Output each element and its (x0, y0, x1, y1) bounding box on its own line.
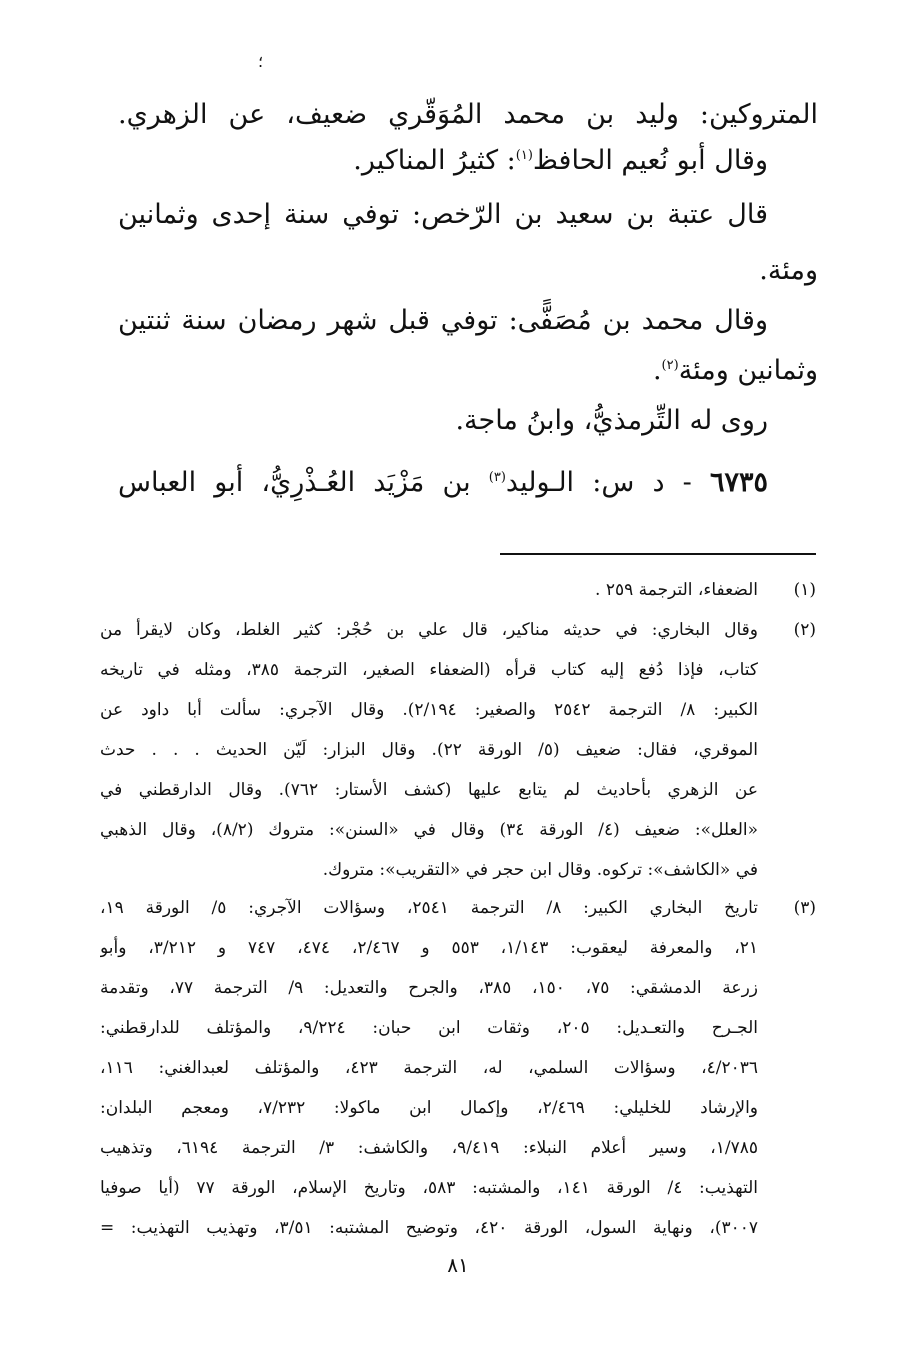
footnote-number: (٣) (793, 898, 816, 918)
page-number: ٨١ (447, 1253, 469, 1277)
footnote-line: عن الزهري بأحاديث لم يتابع عليها (كشف الأستار: ٧٦٢). وقال الدارقطني في (100, 780, 758, 800)
main-line-2-rest: : كثيرُ المناكير. (353, 145, 516, 176)
footnote-line: في «الكاشف»: تركوه. وقال ابن حجر في «التقريب»: متروك. (322, 860, 758, 880)
footnote-line: كتاب، فإذا دُفع إليه كتاب قرأه (الضعفاء الصغير، الترجمة ٣٨٥، ومثله في تاريخه (100, 660, 758, 680)
main-line-6-text: وثمانين ومئة (678, 355, 818, 386)
footnote-text (100, 610, 758, 890)
footnote-ref-2: (٢) (661, 358, 679, 373)
footnote-line: والإرشاد للخليلي: ٢/٤٦٩، وإكمال ابن ماكولا: ٧/٢٣٢، ومعجم البلدان: (100, 1098, 758, 1118)
main-line-1: المتروكين: وليد بن محمد المُوَقّري ضعيف، عن الزهري. (118, 99, 818, 130)
footnote-line: ٢١، والمعرفة ليعقوب: ١/١٤٣، ٥٥٣ و ٢/٤٦٧، ٤٧٤، ٧٤٧ و ٣/٢١٢، وأبو (100, 938, 758, 958)
footnote-line: ٣٠٠٧)، ونهاية السول، الورقة ٤٢٠، وتوضيح المشتبه: ٣/٥١، وتهذيب التهذيب: = (100, 1218, 758, 1238)
footnote-line: «العلل»: ضعيف (٤/ الورقة ٣٤) وقال في «السنن»: متروك (٨/٢)، وقال الذهبي (100, 820, 758, 840)
header-mark: ؛ (258, 52, 264, 71)
footnote-text (100, 570, 758, 610)
footnote-line: التهذيب: ٤/ الورقة ١٤١، والمشتبه: ٥٨٣، وتاريخ الإسلام، الورقة ٧٧ (أيا صوفيا (100, 1178, 758, 1198)
footnote-ref-3: (٣) (488, 470, 506, 485)
entry-number: ٦٧٣٥ (709, 467, 768, 498)
footnote-line: ٤/٢٠٣٦، وسؤالات السلمي، له، الترجمة ٤٢٣، والمؤتلف لعبدالغني: ١١٦، (100, 1058, 758, 1078)
entry-text-rest: بن مَزْيَد العُـذْرِيُّ، أبو العباس (118, 467, 489, 498)
main-line-5: وقال محمد بن مُصَفًّى: توفي قبل شهر رمضان سنة ثنتين (118, 305, 768, 336)
footnote-line: الكبير: ٨/ الترجمة ٢٥٤٢ والصغير: ٢/١٩٤). وقال الآجري: سألت أبا داود عن (100, 700, 758, 720)
main-line-3: قال عتبة بن سعيد بن الرّخص: توفي سنة إحدى وثمانين (118, 199, 768, 230)
main-line-4: ومئة. (759, 255, 818, 286)
footnote-line: الموقري، فقال: ضعيف (٥/ الورقة ٢٢). وقال البزار: لَيّن الحديث . . . حدث (100, 740, 758, 760)
footnote-text (100, 888, 758, 1248)
footnote-ref-1: (١) (515, 148, 533, 163)
footnote-line: وقال البخاري: في حديثه مناكير، قال علي بن حُجْر: كثير الغلط، وكان لايقرأ من (100, 620, 758, 640)
footnote-line: زرعة الدمشقي: ٧٥، ١٥٠، ٣٨٥، والجرح والتعديل: ٩/ الترجمة ٧٧، وتقدمة (100, 978, 758, 998)
main-line-2-text: وقال أبو نُعيم الحافظ (532, 145, 768, 176)
footnote-line: ١/٧٨٥، وسير أعلام النبلاء: ٩/٤١٩، والكاشف: ٣/ الترجمة ٦١٩٤، وتذهيب (100, 1138, 758, 1158)
footnote-line: الضعفاء، الترجمة ٢٥٩ . (595, 580, 758, 600)
footnote-separator (500, 553, 816, 555)
entry-text: - د س: الـوليد (505, 467, 710, 498)
main-line-6-rest: . (652, 355, 662, 386)
footnote-number: (٢) (793, 620, 816, 640)
main-line-7: روى له التِّرمذيُّ، وابنُ ماجة. (455, 405, 768, 436)
footnote-number: (١) (793, 580, 816, 600)
main-line-2 (118, 138, 818, 184)
main-line-6 (118, 348, 818, 394)
entry-heading (118, 460, 818, 506)
footnote-line: الجـرح والتعـديل: ٢٠٥، وثقات ابن حبان: ٩/٢٢٤، والمؤتلف للدارقطني: (100, 1018, 758, 1038)
footnote-line: تاريخ البخاري الكبير: ٨/ الترجمة ٢٥٤١، وسؤالات الآجري: ٥/ الورقة ١٩، (100, 898, 758, 918)
